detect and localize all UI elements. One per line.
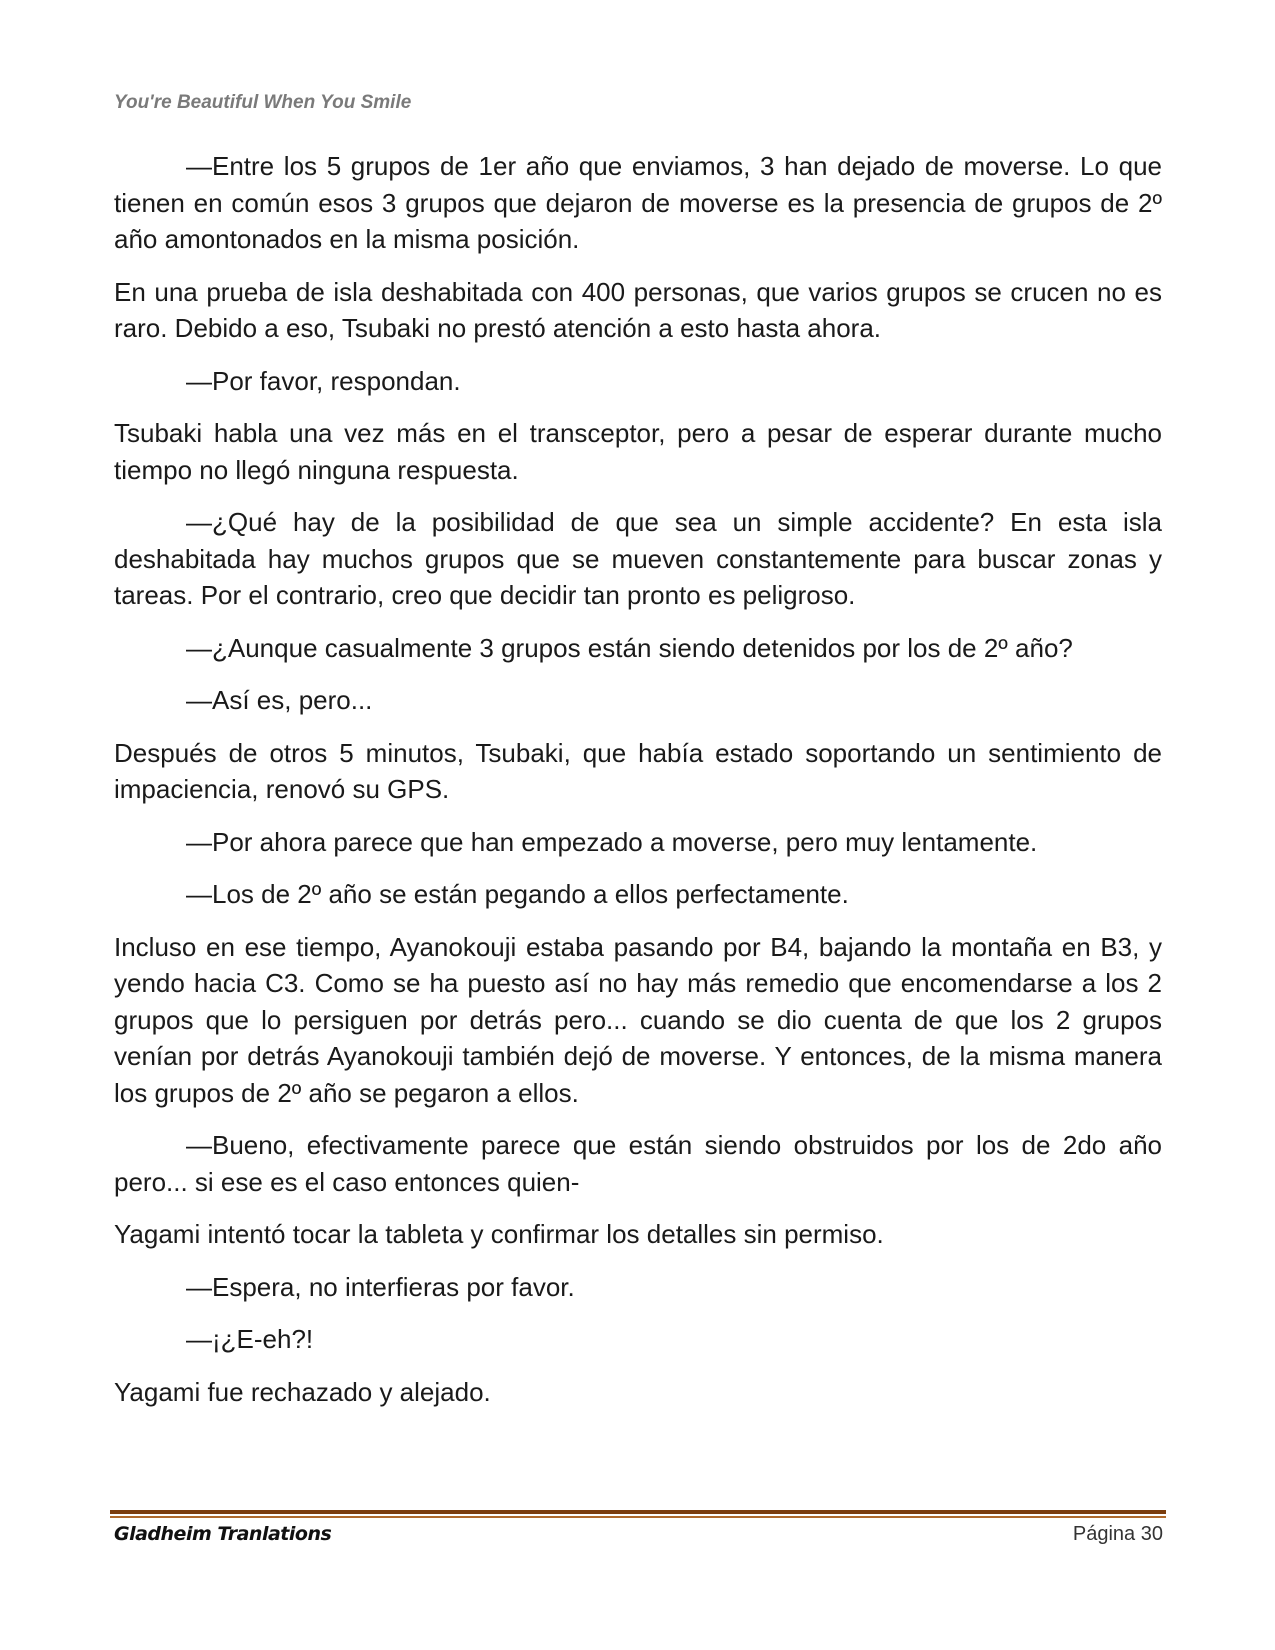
page-number-value: 30	[1140, 1523, 1163, 1545]
paragraph: —Así es, pero...	[186, 685, 373, 715]
paragraph: —Entre los 5 grupos de 1er año que enviamos, 3 han dejado de moverse. Lo que tienen en común esos 3 grupos que dejaron de moverse es la presencia de grupos de 2º año amontonados en la misma posición.	[114, 151, 1162, 254]
paragraph: Incluso en ese tiempo, Ayanokouji estaba pasando por B4, bajando la montaña en B3, y yendo hacia C3. Como se ha puesto así no hay más remedio que encomendarse a los 2 grupos que lo persiguen por detrás pero... cuando se dio cuenta de que los 2 grupos venían por detrás Ayanokouji también dejó de moverse. Y entonces, de la misma manera los grupos de 2º año se pegaron a ellos.	[114, 931, 1162, 1108]
paragraph: Después de otros 5 minutos, Tsubaki, que había estado soportando un sentimiento de impaciencia, renovó su GPS.	[114, 737, 1162, 804]
paragraph: —¿Aunque casualmente 3 grupos están siendo detenidos por los de 2º año?	[186, 632, 1073, 663]
page-body	[114, 148, 1162, 1426]
paragraph: —Los de 2º año se están pegando a ellos perfectamente.	[186, 879, 849, 909]
paragraph: —¡¿E-eh?!	[186, 1324, 314, 1354]
running-header: You're Beautiful When You Smile	[114, 92, 412, 113]
footer-divider	[110, 1510, 1166, 1514]
paragraph: —Bueno, efectivamente parece que están siendo obstruidos por los de 2do año pero... si ese es el caso entonces quien-	[114, 1130, 1162, 1197]
page-number	[1073, 1523, 1163, 1546]
paragraph: Yagami fue rechazado y alejado.	[114, 1376, 491, 1407]
paragraph: —Espera, no interfieras por favor.	[186, 1271, 575, 1302]
paragraph: Yagami intentó tocar la tableta y confirmar los detalles sin permiso.	[114, 1219, 884, 1249]
paragraph: —Por favor, respondan.	[186, 365, 461, 396]
paragraph: —¿Qué hay de la posibilidad de que sea un simple accidente? En esta isla deshabitada hay muchos grupos que se mueven constantemente para buscar zonas y tareas. Por el contrario, creo que decidir tan pronto es peligroso.	[114, 507, 1162, 610]
page-label: Página	[1072, 1523, 1136, 1545]
paragraph: Tsubaki habla una vez más en el transceptor, pero a pesar de esperar durante mucho tiempo no llegó ninguna respuesta.	[114, 418, 1162, 485]
publisher-name: Gladheim Tranlations	[114, 1523, 332, 1545]
paragraph: —Por ahora parece que han empezado a moverse, pero muy lentamente.	[186, 826, 1038, 857]
paragraph: En una prueba de isla deshabitada con 400 personas, que varios grupos se crucen no es raro. Debido a eso, Tsubaki no prestó atención a esto hasta ahora.	[114, 276, 1162, 343]
footer-divider-thin	[110, 1516, 1166, 1518]
